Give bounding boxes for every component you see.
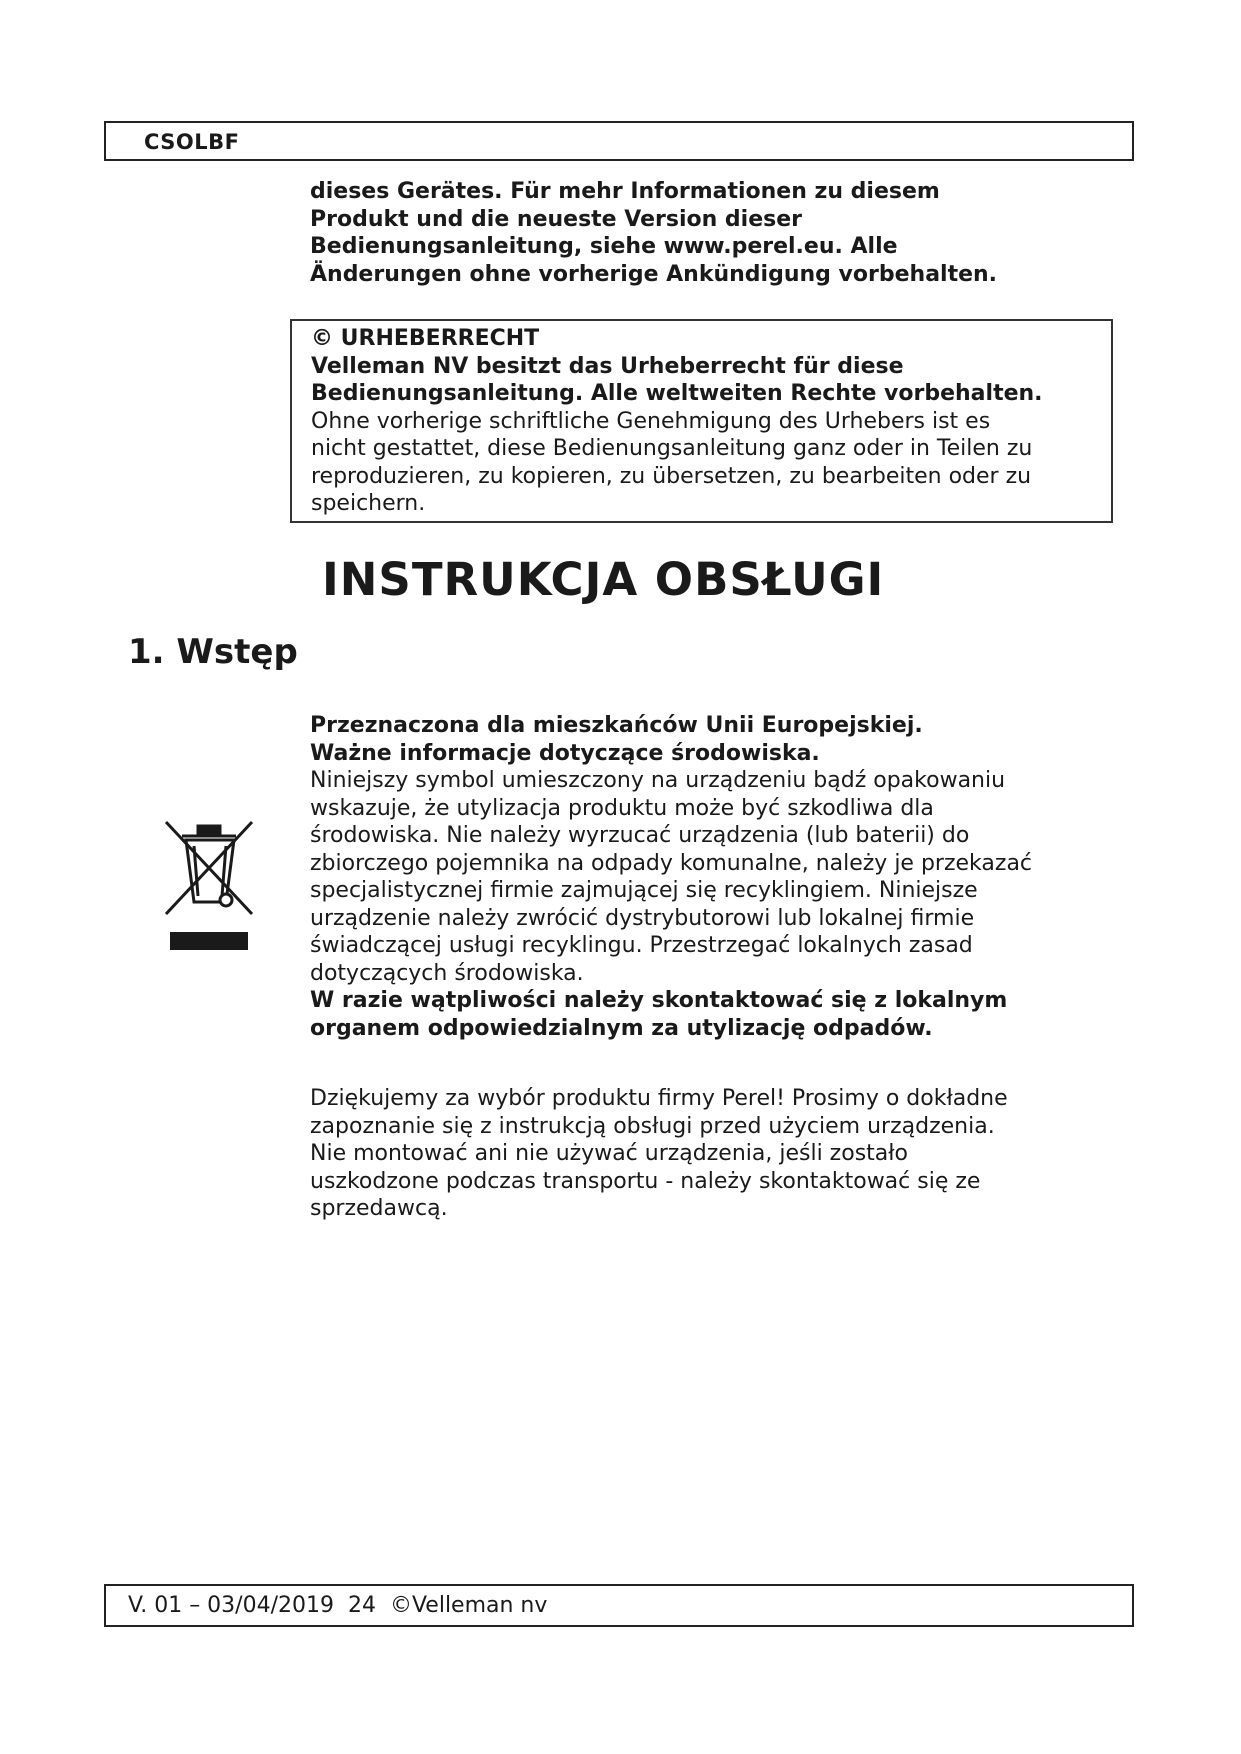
thanks-line: uszkodzone podczas transportu - należy skontaktować się ze [310, 1168, 981, 1194]
intro-line: Produkt und die neueste Version dieser [310, 206, 803, 232]
page-title: INSTRUKCJA OBSŁUGI [322, 553, 885, 606]
env-bold-line: W razie wątpliwości należy skontaktować się z lokalnym [310, 988, 1008, 1013]
copyright-text-line: Ohne vorherige schriftliche Genehmigung des Urhebers ist es [311, 408, 991, 434]
environment-info [310, 712, 1120, 1042]
weee-crossed-bin-icon [160, 818, 258, 953]
env-bold-line: Ważne informacje dotyczące środowiska. [310, 740, 820, 766]
model-code: CSOLBF [144, 130, 240, 154]
intro-line: dieses Gerätes. Für mehr Informationen zu diesem [310, 179, 940, 204]
copyright-text-line: reproduzieren, zu kopieren, zu übersetzen, zu bearbeiten oder zu [311, 463, 1032, 489]
intro-line: Bedienungsanleitung, siehe www.perel.eu. Alle [310, 234, 898, 259]
env-text-line: dotyczących środowiska. [310, 960, 584, 986]
copyright-notice [290, 319, 1113, 523]
intro-line: Änderungen ohne vorherige Ankündigung vorbehalten. [310, 261, 998, 287]
thanks-line: Nie montować ani nie używać urządzenia, jeśli zostało [310, 1141, 908, 1166]
page-header [104, 121, 1134, 161]
thanks-line: zapoznanie się z instrukcją obsługi przed użyciem urządzenia. [310, 1113, 995, 1139]
page-footer [104, 1584, 1134, 1627]
env-text-line: urządzenie należy zwrócić dystrybutorowi lub lokalnej firmie [310, 905, 975, 931]
env-bold-line: Przeznaczona dla mieszkańców Unii Europejskiej. [310, 713, 923, 738]
section-heading: 1. Wstęp [128, 632, 298, 672]
env-text-line: zbiorczego pojemnika na odpady komunalne, należy je przekazać [310, 850, 1033, 876]
copyright-bold-line: Bedienungsanleitung. Alle weltweiten Rechte vorbehalten. [311, 381, 1043, 406]
env-text-line: Niniejszy symbol umieszczony na urządzeniu bądź opakowaniu [310, 768, 1006, 793]
copyright-heading: © URHEBERRECHT [311, 326, 540, 351]
thanks-paragraph [310, 1085, 1120, 1223]
footer-text: V. 01 – 03/04/2019 24 ©Velleman nv [128, 1593, 548, 1618]
env-text-line: środowiska. Nie należy wyrzucać urządzenia (lub baterii) do [310, 823, 970, 848]
copyright-text-line: nicht gestattet, diese Bedienungsanleitung ganz oder in Teilen zu [311, 436, 1033, 461]
env-bold-line: organem odpowiedzialnym za utylizację odpadów. [310, 1015, 933, 1041]
copyright-bold-line: Velleman NV besitzt das Urheberrecht für diese [311, 353, 904, 379]
copyright-text-line: speichern. [311, 491, 426, 516]
thanks-line: Dziękujemy za wybór produktu firmy Perel! Prosimy o dokładne [310, 1086, 1008, 1111]
env-text-line: wskazuje, że utylizacja produktu może być szkodliwa dla [310, 795, 934, 821]
env-text-line: specjalistycznej firmie zajmującej się recyklingiem. Niniejsze [310, 878, 978, 903]
env-text-line: świadczącej usługi recyklingu. Przestrzegać lokalnych zasad [310, 933, 973, 958]
thanks-line: sprzedawcą. [310, 1196, 448, 1221]
intro-paragraph-de [310, 178, 1110, 288]
